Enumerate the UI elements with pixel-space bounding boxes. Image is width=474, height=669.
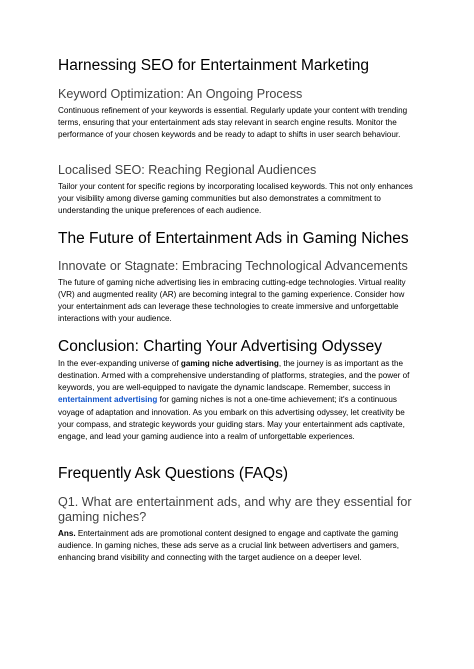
page-title: Harnessing SEO for Entertainment Marketing bbox=[58, 57, 369, 74]
answer-label: Ans. bbox=[58, 529, 76, 538]
conclusion-bold-keyword: gaming niche advertising bbox=[180, 359, 279, 368]
conclusion-paragraph bbox=[58, 358, 422, 443]
answer-text: Entertainment ads are promotional content designed to engage and captivate the gaming audience. In gaming niches, these ads serve as a crucial link between advertisers and gamers, enhancing brand visibility and connecting with the target audience on a deeper level. bbox=[58, 529, 399, 563]
localised-seo-heading: Localised SEO: Reaching Regional Audiences bbox=[58, 163, 317, 177]
faq-title: Frequently Ask Questions (FAQs) bbox=[58, 465, 289, 482]
faq-answer-1 bbox=[58, 528, 422, 564]
localised-seo-paragraph: Tailor your content for specific regions by incorporating localised keywords. This not only enhances your visibility among diverse gaming communities but also demonstrates a commitment to understanding the unique preferences of each audience. bbox=[58, 182, 413, 216]
keyword-optimization-paragraph: Continuous refinement of your keywords is essential. Regularly update your content with trending terms, ensuring that your entertainment ads stay relevant in search engine results. Monitor the performance of your chosen keywords and be ready to adapt to shifts in user search behaviour. bbox=[58, 106, 408, 140]
innovate-paragraph: The future of gaming niche advertising lies in embracing cutting-edge technologies. Virtual reality (VR) and augmented reality (AR) are becoming integral to the gaming experience. Consider how your entertainment ads can leverage these technologies to create immersive and unforgettable interactions with your audience. bbox=[58, 278, 406, 324]
conclusion-text-2: , the journey is as important as the destination. Armed with a comprehensive understanding of platforms, strategies, and the power of keywords, you are well-equipped to navigate the dynamic landscape. Remember, success in bbox=[58, 359, 410, 393]
innovate-heading: Innovate or Stagnate: Embracing Technological Advancements bbox=[58, 259, 408, 273]
entertainment-advertising-link[interactable]: entertainment advertising bbox=[58, 395, 158, 405]
faq-question-1: Q1. What are entertainment ads, and why are they essential for gaming niches? bbox=[58, 495, 412, 524]
conclusion-text-1: In the ever-expanding universe of bbox=[58, 359, 181, 368]
conclusion-title: Conclusion: Charting Your Advertising Odyssey bbox=[58, 338, 382, 355]
future-section-title: The Future of Entertainment Ads in Gaming Niches bbox=[58, 230, 409, 247]
keyword-optimization-heading: Keyword Optimization: An Ongoing Process bbox=[58, 87, 303, 101]
conclusion-text-3: for gaming niches is not a one-time achievement; it's a continuous voyage of adaptation and innovation. As you embark on this advertising odyssey, let creativity be your compass, and strategic keywords your guiding stars. May your entertainment ads captivate, engage, and lead your gaming audience into a realm of unforgettable experiences. bbox=[58, 395, 405, 441]
